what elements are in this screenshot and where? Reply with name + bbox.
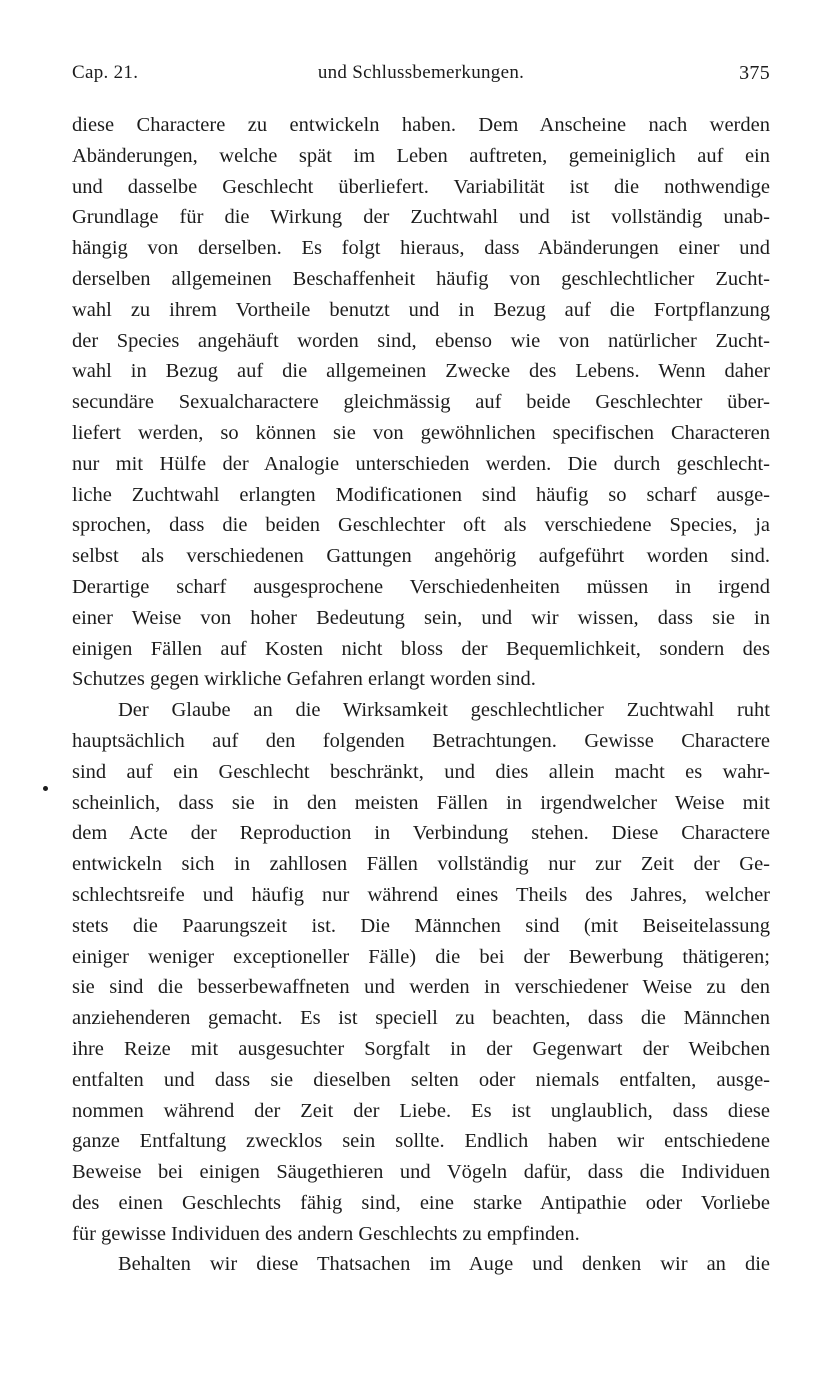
text-line: Derartige scharf ausgesprochene Verschiedenheiten müssen in irgend [72,575,770,598]
text-line: der Species angehäuft worden sind, ebenso wie von natürlicher Zucht- [72,329,770,352]
text-line: Beweise bei einigen Säugethieren und Vögeln dafür, dass die Individuen [72,1161,770,1184]
text-line: einer Weise von hoher Bedeutung sein, und wir wissen, dass sie in [72,606,770,629]
text-line: hängig von derselben. Es folgt hieraus, dass Abänderungen einer und [72,237,770,260]
text-line: Der Glaube an die Wirksamkeit geschlechtlicher Zuchtwahl ruht [118,699,770,722]
text-line: ganze Entfaltung zwecklos sein sollte. Endlich haben wir entschiedene [72,1130,770,1153]
text-line: selbst als verschiedenen Gattungen angehörig aufgeführt worden sind. [72,545,770,568]
text-line: und dasselbe Geschlecht überliefert. Variabilität ist die nothwendige [72,175,770,198]
text-line: hauptsächlich auf den folgenden Betrachtungen. Gewisse Charactere [72,729,770,752]
text-line: wahl zu ihrem Vortheile benutzt und in Bezug auf die Fortpflanzung [72,298,770,321]
body-text [72,110,770,1280]
text-line: für gewisse Individuen des andern Geschlechts zu empfinden. [72,1222,580,1245]
text-line: Abänderungen, welche spät im Leben auftreten, gemeiniglich auf ein [72,144,770,167]
text-line: anziehenderen gemacht. Es ist speciell zu beachten, dass die Männchen [72,1007,770,1030]
text-line: scheinlich, dass sie in den meisten Fällen in irgendwelcher Weise mit [72,791,770,814]
text-line: des einen Geschlechts fähig sind, eine starke Antipathie oder Vorliebe [72,1191,770,1214]
running-title: und Schlussbemerkungen. [317,62,525,83]
paragraph-3 [72,1249,770,1280]
margin-dot-mark [43,786,48,791]
text-line: einigen Fällen auf Kosten nicht bloss der Bequemlichkeit, sondern des [72,637,770,660]
paragraph-2 [72,695,770,1249]
text-line: wahl in Bezug auf die allgemeinen Zwecke des Lebens. Wenn daher [72,360,770,383]
text-line: einiger weniger exceptioneller Fälle) die bei der Bewerbung thätigeren; [72,945,770,968]
text-line: Behalten wir diese Thatsachen im Auge und denken wir an die [118,1253,770,1276]
text-line: liche Zuchtwahl erlangten Modificationen sind häufig so scharf ausge- [72,483,770,506]
text-line: nur mit Hülfe der Analogie unterschieden werden. Die durch geschlecht- [72,452,770,475]
text-line: Grundlage für die Wirkung der Zuchtwahl und ist vollständig unab- [72,206,770,229]
text-line: liefert werden, so können sie von gewöhnlichen specifischen Characteren [72,421,770,444]
text-line: Schutzes gegen wirkliche Gefahren erlangt worden sind. [72,668,536,691]
text-line: ihre Reize mit ausgesuchter Sorgfalt in der Gegenwart der Weibchen [72,1037,770,1060]
text-line: stets die Paarungszeit ist. Die Männchen sind (mit Beiseitelassung [72,914,770,937]
text-line: diese Charactere zu entwickeln haben. Dem Anscheine nach werden [72,114,770,136]
text-line: sprochen, dass die beiden Geschlechter oft als verschiedene Species, ja [72,514,770,537]
text-line: secundäre Sexualcharactere gleichmässig auf beide Geschlechter über- [72,391,770,414]
text-line: schlechtsreife und häufig nur während eines Theils des Jahres, welcher [72,883,770,906]
text-line: sind auf ein Geschlecht beschränkt, und dies allein macht es wahr- [72,760,770,783]
running-header [72,62,770,88]
page-number: 375 [739,62,770,84]
text-line: derselben allgemeinen Beschaffenheit häufig von geschlechtlicher Zucht- [72,267,770,290]
text-line: entfalten und dass sie dieselben selten oder niemals entfalten, ausge- [72,1068,770,1091]
text-line: nommen während der Zeit der Liebe. Es ist unglaublich, dass diese [72,1099,770,1122]
text-line: sie sind die besserbewaffneten und werden in verschiedener Weise zu den [72,976,770,999]
text-line: entwickeln sich in zahllosen Fällen vollständig nur zur Zeit der Ge- [72,853,770,876]
paragraph-1 [72,110,770,695]
chapter-label: Cap. 21. [72,62,139,83]
text-line: dem Acte der Reproduction in Verbindung stehen. Diese Charactere [72,822,770,845]
